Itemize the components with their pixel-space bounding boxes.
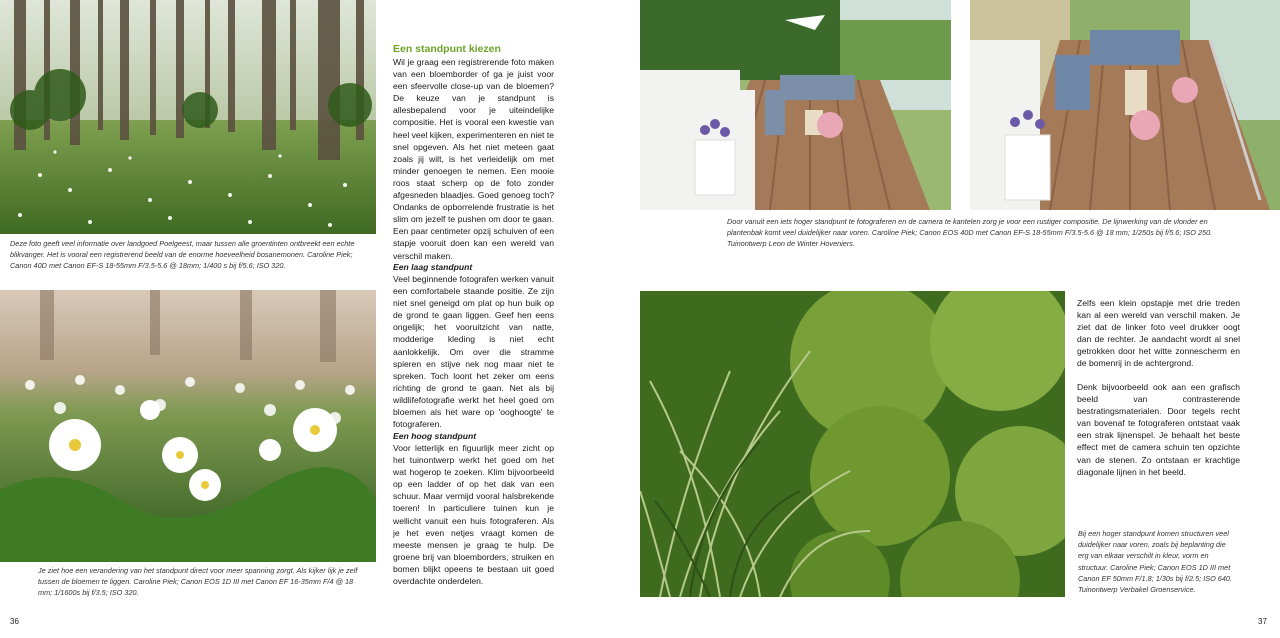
terrace-photo-low bbox=[640, 0, 951, 210]
subheading-high: Een hoog standpunt bbox=[393, 431, 477, 441]
boxwood-caption: Bij een hoger standpunt komen structuren veel duidelijker naar voren, zoals bij beplanting die erg van elkaar verschilt in kleur, vorm en structuur. Caroline Piek; Canon EOS 1D III met Canon EF 50mm F/1.8; 1/30s bij f/2.5; ISO 640. Tuinontwerp Verbakel Groenservice. bbox=[1078, 529, 1232, 595]
right-paragraph-1: Zelfs een klein opstapje met drie treden kan al een wereld van verschil maken. Je ziet dat de linker foto veel drukker oogt dan de rechter. Je aandacht wordt al snel getrokken door het witte zonnescherm en de bomenrij in de achtergrond. bbox=[1077, 298, 1240, 369]
section-heading: Een standpunt kiezen bbox=[393, 43, 501, 55]
intro-text: Wil je graag een registrerende foto maken van een bloemborder of ga je juist voor een sfeervolle close-up van de bloemen? De keuze van je standpunt is allesbepalend voor je uiteindelijke compositie. Het is vooral een kwestie van heel veel kijken, experimenteren en niet te snel opgeven. Als het niet meteen gaat zoals jij wilt, is het verleidelijk om met minder genoegen te nemen. Een mooie roos staat scherp op de foto zonder afgesneden blaadjes. Goed genoeg toch? Ondanks de opborrelende frustratie is het slim om jezelf te pushen om door te gaan. Een paar centimeter opzij schuiven of een stapje vooruit doen kan een wereld van verschil maken. bbox=[393, 57, 554, 261]
terrace-caption: Door vanuit een iets hoger standpunt te fotograferen en de camera te kantelen zorg je voor een rustiger compositie. De lijnwerking van de vlonder en plantenbak komt veel duidelijker naar voren. Caroline Piek; Canon EOS 40D met Canon EF-S 18-55mm F/3.5-5.6 @ 18 mm; 1/250s bij f/5.6; ISO 250. Tuinontwerp Leon de Winter Hoveniers. bbox=[727, 217, 1213, 249]
page-number-right: 37 bbox=[1258, 617, 1267, 626]
terrace-photo-high bbox=[970, 0, 1280, 210]
anemone-photo bbox=[0, 290, 376, 562]
anemone-caption: Je ziet hoe een verandering van het standpunt direct voor meer spanning zorgt. Als kijker lijk je zelf tussen de bloemen te liggen. Caroline Piek; Canon EOS 1D III met Canon EF 16-35mm F/4 @ 18 mm; 1/1600s bij f/3.5; ISO 320. bbox=[38, 566, 358, 598]
right-paragraph-2: Denk bijvoorbeeld ook aan een grafisch beeld van contrasterende bestratingsmaterialen. Door tegels recht van bovenaf te fotograferen ontstaat vaak een strak lijnenspel. Je behaalt het beste effect met de camera schuin ten opzichte van de stenen. Zo ontstaan er krachtige diagonale lijnen in het beeld. bbox=[1077, 382, 1240, 477]
forest-caption: Deze foto geeft veel informatie over landgoed Poelgeest, maar tussen alle groentinten ontbreekt een echte blikvanger. Het is vooral een registrerend beeld van de enorme hoeveelheid bosanemonen. Caroline Piek; Canon 40D met Canon EF-S 18-55mm F/3.5-5.6 @ 18mm; 1/400 s bij f/5.6; ISO 320. bbox=[10, 239, 355, 271]
high-viewpoint-text: Voor letterlijk en figuurlijk meer zicht op het tuinontwerp werkt het goed om het wat hogerop te zoeken. Klim bijvoorbeeld op een ladder of op het dak van een schuur. Maar vermijd vooral halsbrekende toeren! In particuliere tuinen kun je wellicht vanuit een huis fotograferen. Als je het even netjes vraagt komen de meeste mensen je graag te hulp. De groene brij van bloemborders, struiken en bomen blijkt opeens te bestaan uit goed overdachte onderdelen. bbox=[393, 443, 554, 587]
page-number-left: 36 bbox=[10, 617, 19, 626]
boxwood-photo bbox=[640, 291, 1065, 597]
low-viewpoint-text: Veel beginnende fotografen werken vanuit een comfortabele staande positie. Ze zijn niet snel geneigd om plat op hun buik op de grond te gaan liggen. Geef hen eens ongelijk; het vooruitzicht van natte, modderige kleding is niet echt aanlokkelijk. Om over die stramme spieren en stijve nek nog maar niet te spreken. Toch loont het zeker om eens richting de grond te gaan. Net als bij wildlifefotografie werkt het heel goed om bloemen als het ware op 'ooghoogte' te fotograferen. bbox=[393, 274, 554, 430]
subheading-low: Een laag standpunt bbox=[393, 262, 473, 272]
forest-photo bbox=[0, 0, 376, 234]
